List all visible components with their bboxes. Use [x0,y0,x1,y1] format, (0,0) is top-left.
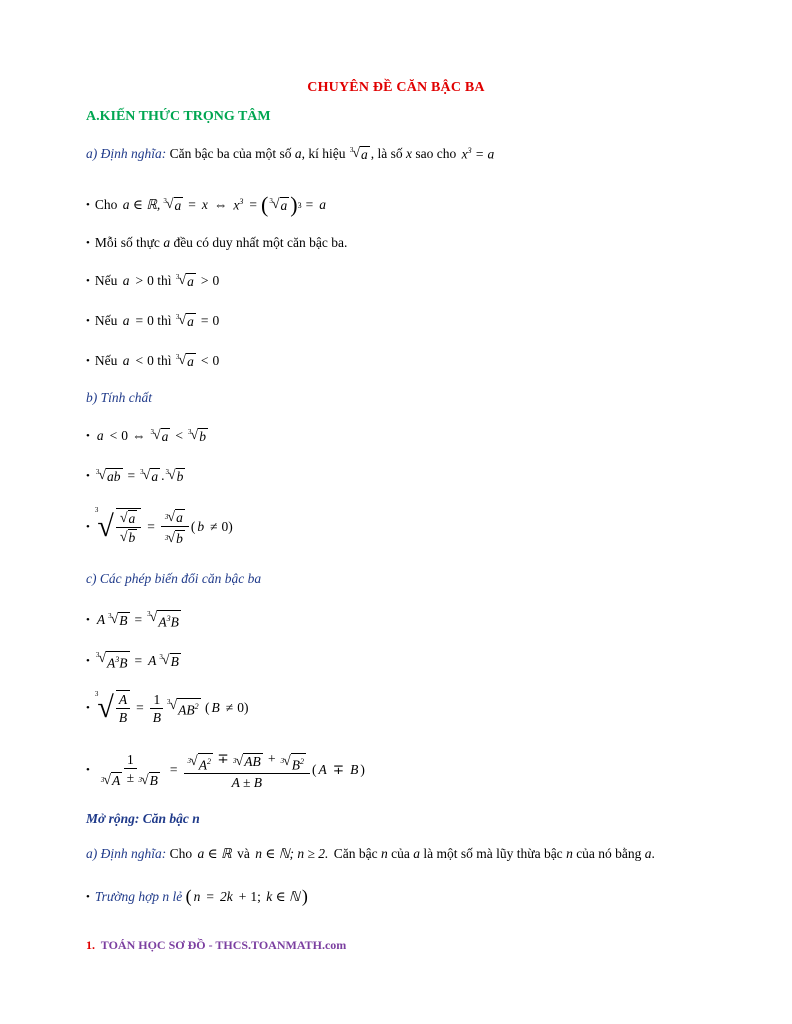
def-n-var-n: n [381,846,388,861]
definition-text-1: Căn bậc ba của một số [169,146,292,162]
section-heading: A.KIẾN THỨC TRỌNG TÂM [86,109,271,124]
bullet-icon: • [86,520,90,533]
bullet-icon: • [86,275,90,287]
definition-line [86,146,496,163]
transform-3: • 3 √ $\frac{A}{B}$ = $\frac{1}{B}$ 3 √ $AB^2$ ( B ≠ 0 ) [86,690,249,725]
definition-text-4: sao cho [415,146,457,162]
bullet-cho-label: Cho [94,197,118,212]
bullet-unique-text-1: Mỗi số thực [94,235,160,250]
cube-root-expr: 3 √ a [349,146,368,163]
bullet-cho: • Cho a ∈ ℝ, 3 √ a = x ⇔ $x^3$ = ( 3 √ a ) 3 = a [86,192,326,217]
def-n-end: . [651,846,655,861]
def-n-va: và [237,846,250,861]
bullet-icon: • [86,430,90,442]
def-n-text-3: của nó bằng [576,846,642,861]
bullet-thi: thì [157,273,172,288]
bullet-unique-text-2: đều có duy nhất một căn bậc ba. [173,235,348,250]
bullet-thi: thì [157,353,172,368]
bullet-icon: • [86,890,90,903]
cube-root-expr: 3 √ a [175,273,194,289]
bullet-icon: • [86,199,90,211]
definition-label: a) Định nghĩa: [86,146,167,162]
definition-n-line: a) Định nghĩa: Cho a ∈ ℝ và n ∈ ℕ; n ≥ 2. Căn bậc n của a là một số mà lũy thừa bậc n của nó bằng a . [86,846,655,861]
bullet-icon: • [86,237,90,249]
definition-text-3: , là số [370,146,403,162]
bullet-icon: • [86,315,90,327]
def-n-text: Căn bậc [333,846,378,861]
bullet-unique: • Mỗi số thực a đều có duy nhất một căn bậc ba. [86,235,348,250]
definition-text-2: , kí hiệu [301,146,346,162]
cube-root-expr: 3 √ a [175,353,194,369]
odd-case-label: Trường hợp n lẻ [94,888,183,904]
transform-2: • 3 √ $A^3B$ = A 3 √ B [86,651,179,671]
subheading-transformations: c) Các phép biến đổi căn bậc ba [86,571,262,586]
math-expr: a ∈ ℝ, [122,197,161,212]
bullet-neu: Nếu [94,353,118,368]
bullet-zero: • Nếu a = 0 thì 3 √ a = 0 [86,313,220,329]
definition-var-a: a [294,146,302,162]
property-product: • 3 √ ab = 3 √ a . 3 √ b [86,468,184,484]
definition-n-label: a) Định nghĩa: [86,846,167,861]
bullet-icon: • [86,764,90,777]
def-n-var-a-2: a [644,846,652,861]
def-n-cho: Cho [169,846,193,861]
definition-var-x: x [406,146,413,162]
bullet-negative: • Nếu a < 0 thì 3 √ a < 0 [86,353,220,369]
bullet-positive: • Nếu a > 0 thì 3 √ a > 0 [86,273,220,289]
transform-4: • 1 3 √ A ± 3 √ B = 3 √ $A^2$ ∓ 3 √ AB + 3 √ $B^2$ A ± B ( A ∓ B ) [86,751,365,790]
footer-text: TOÁN HỌC SƠ ĐỒ - THCS.TOANMATH.com [100,938,347,952]
bullet-icon: • [86,654,90,667]
def-n-cua: của [391,846,410,861]
math-expr: $x^3 = a$ [461,146,495,162]
bullet-odd-case: • Trường hợp n lẻ ( n = 2k + 1; k ∈ ℕ ) [86,886,308,906]
subheading-properties: b) Tính chất [86,390,152,405]
page-title: CHUYÊN ĐỀ CĂN BẬC BA [307,80,485,95]
bullet-icon: • [86,355,90,367]
def-n-var-n-2: n [566,846,573,861]
extension-heading: Mở rộng: Căn bậc n [86,811,200,826]
cube-root-expr: 3 √ a [163,197,182,213]
def-n-text-2: là một số mà lũy thừa bậc [423,846,563,861]
transform-1: • A 3 √ B = 3 √ $A^3B$ [86,610,179,630]
bullet-icon: • [86,470,90,482]
page-number: 1 [86,938,92,952]
bullet-icon: • [86,613,90,626]
property-order: • a < 0 ⇔ 3 √ a < 3 √ b [86,428,206,444]
def-n-var-a: a [413,846,421,861]
bullet-icon: • [86,702,90,714]
bullet-thi: thì [157,313,172,328]
page-footer: 1. TOÁN HỌC SƠ ĐỒ - THCS.TOANMATH.com [86,938,347,952]
property-quotient: • 3 √ √ a √ b = 3 √ a 3 √ b ( b ≠ 0 ) [86,506,233,546]
bullet-neu: Nếu [94,313,118,328]
cube-root-expr: 3 √ a [175,313,194,329]
bullet-neu: Nếu [94,273,118,288]
